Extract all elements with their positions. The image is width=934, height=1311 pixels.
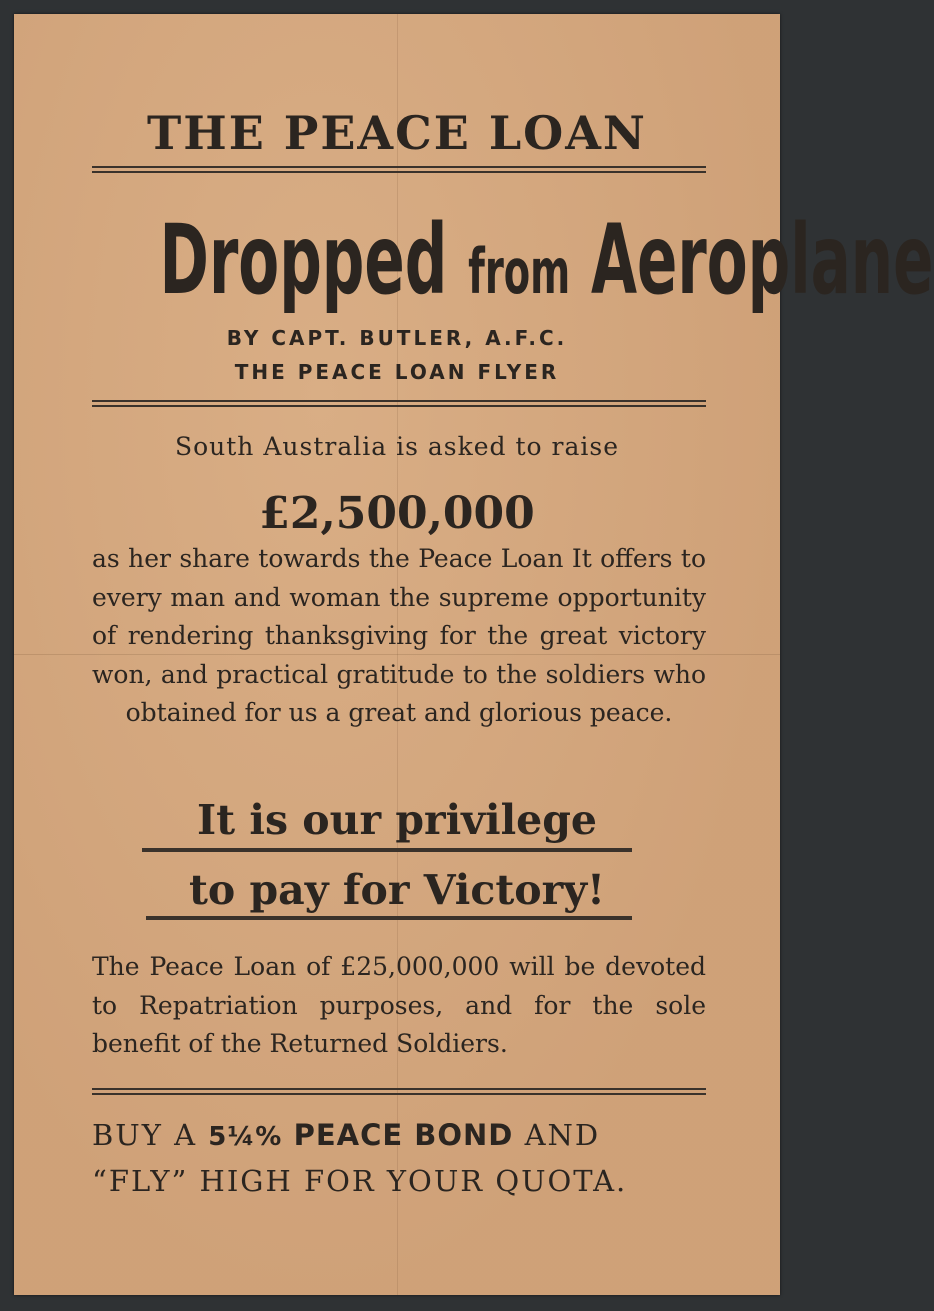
share-paragraph: as her share towards the Peace Loan It offers to every man and woman the supreme opportunity of rendering thanksgiving for the great victory won, and practical gratitude to the soldiers who obtained for us a great and glorious peace. bbox=[92, 544, 706, 727]
leaflet-paper bbox=[14, 14, 934, 1295]
bond-rate: 5¼% bbox=[208, 1122, 283, 1152]
underline-rule bbox=[146, 916, 632, 920]
buy-text: BUY A bbox=[92, 1118, 198, 1152]
privilege-line-2: to pay for Victory! bbox=[188, 866, 606, 914]
byline-flyer: THE PEACE LOAN FLYER bbox=[234, 360, 560, 384]
buy-text-end: AND bbox=[524, 1118, 601, 1152]
subhead-word-from: from bbox=[468, 235, 571, 308]
amount-figure: £2,500,000 bbox=[259, 488, 535, 539]
subhead-word-dropped: Dropped bbox=[159, 204, 448, 316]
loan-paragraph: The Peace Loan of £25,000,000 will be devoted to Repatriation purposes, and for the sole benefit of the Returned Soldiers. bbox=[92, 952, 706, 1058]
subhead-word-aeroplane: Aeroplane bbox=[590, 204, 934, 316]
divider-rule bbox=[92, 1088, 706, 1095]
divider-rule bbox=[92, 166, 706, 173]
buy-line-2: “FLY” HIGH FOR YOUR QUOTA. bbox=[92, 1164, 628, 1198]
privilege-line-1: It is our privilege bbox=[196, 796, 597, 844]
underline-rule bbox=[142, 848, 632, 852]
peace-bond-text: PEACE BOND bbox=[293, 1118, 514, 1152]
intro-text: South Australia is asked to raise bbox=[174, 432, 620, 461]
divider-rule bbox=[92, 400, 706, 407]
byline-captain: BY CAPT. BUTLER, A.F.C. bbox=[226, 326, 568, 350]
subhead-title bbox=[159, 200, 934, 332]
headline: THE PEACE LOAN bbox=[147, 106, 647, 160]
buy-line-1 bbox=[92, 1118, 706, 1152]
